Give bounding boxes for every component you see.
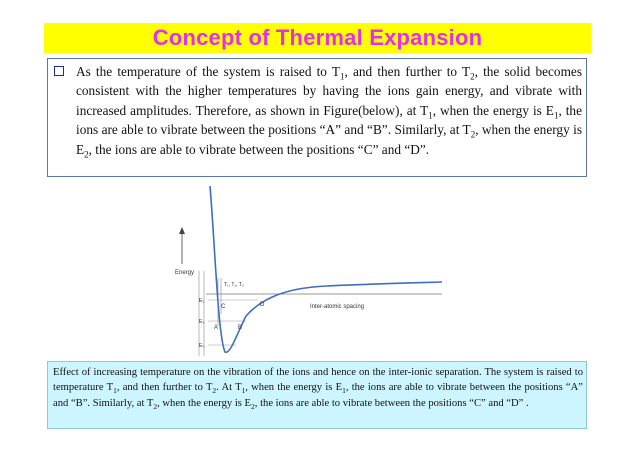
- slide-title: Concept of Thermal Expansion: [152, 25, 483, 50]
- point-a-label: A: [214, 325, 219, 331]
- potential-energy-curve: [210, 186, 442, 352]
- figure-caption: Effect of increasing temperature on the vibration of the ions and hence on the inter-ionic separation. The system is raised to temperature $T_1$, and then further to $T_2$. At $T_1$, when the energy is $E_1$, the ions are able to vibrate between the positions “A” and “B”. Similarly, at $T_2$, when the energy is $E_2$, the ions are able to vibrate between the positions “C” and “D” .: [53, 367, 583, 411]
- e1-label: E₁: [199, 319, 205, 325]
- point-b-label: B: [238, 325, 243, 331]
- bullet-box: [47, 58, 587, 177]
- title-banner: [44, 23, 591, 53]
- e0-label: E₀: [199, 343, 205, 349]
- energy-axis-arrowhead: [179, 227, 185, 234]
- point-d-label: D: [260, 302, 265, 308]
- potential-energy-figure: [166, 186, 456, 358]
- checkbox-bullet-icon: [54, 66, 64, 76]
- bullet-paragraph: As the temperature of the system is raised to $T_1$, and then further to $T_2$, the solid becomes consistent with the higher temperatures by having the ions gain energy, and vibrate with increased amplitudes. Therefore, as shown in Figure(below), at $T_1$, when the energy is $E_1$, the ions are able to vibrate between the positions “A” and “B”. Similarly, at $T_2$, when the energy is $E_2$, the ions are able to vibrate between the positions “C” and “D”.: [76, 64, 583, 160]
- temperature-labels: T₁, T₁, T₂: [224, 282, 244, 288]
- spacing-axis-label: Inter-atomic spacing: [310, 304, 365, 310]
- e2-label: E₂: [199, 298, 205, 304]
- energy-axis-label: Energy: [175, 270, 195, 276]
- point-c-label: C: [221, 304, 226, 310]
- caption-box: [47, 361, 587, 429]
